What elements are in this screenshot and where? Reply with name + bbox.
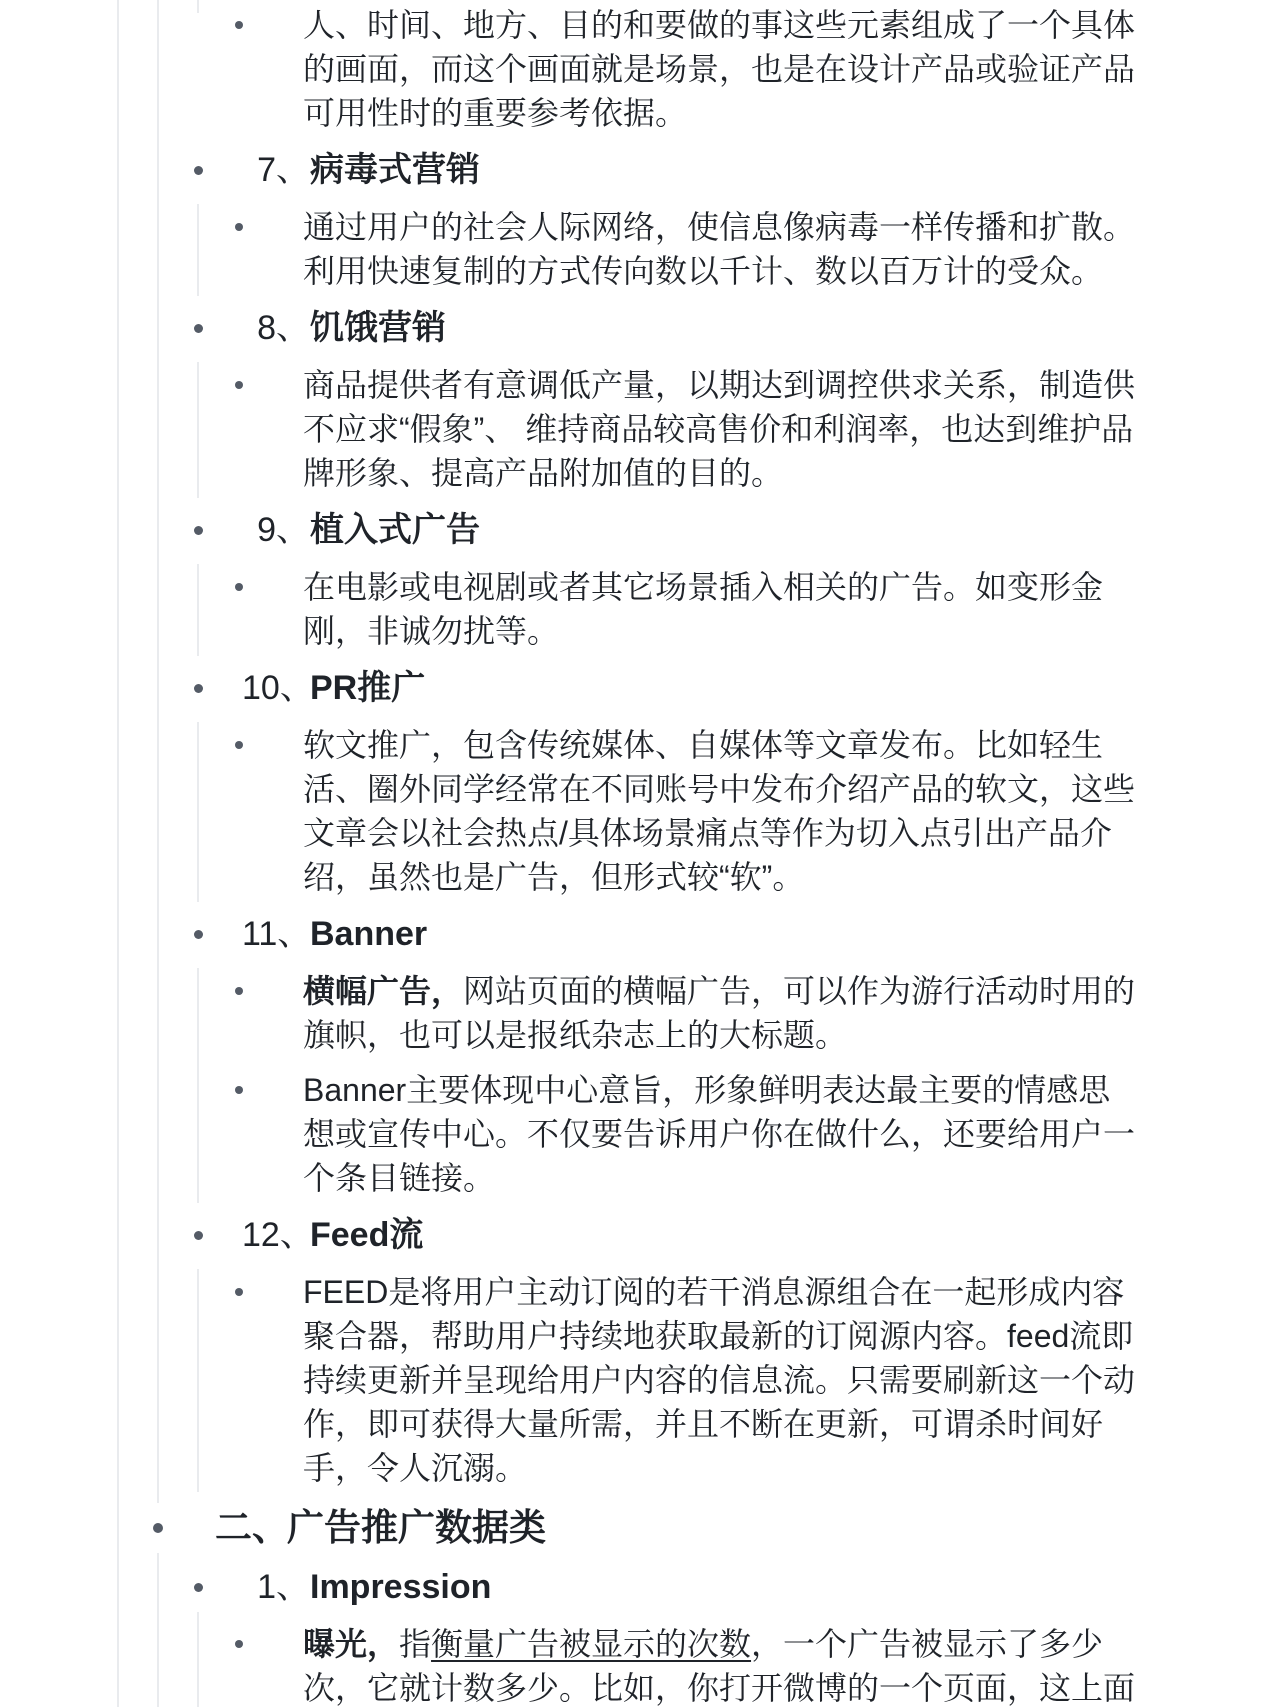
text-run: 在电影或电视剧或者其它场景插入相关的广告。如变形金刚，非诚勿扰等。 xyxy=(303,569,1104,649)
node-text[interactable] xyxy=(303,1626,1135,1706)
text-run: 网站页面的横幅广告，可以作为游行活动时用的旗帜，也可以是报纸杂志上的大标题。 xyxy=(303,973,1136,1053)
list-number: 12、 xyxy=(242,1216,314,1254)
outline-node-heading xyxy=(242,910,1280,958)
outline-node-paragraph xyxy=(303,1622,1137,1707)
list-number: 11、 xyxy=(242,915,312,953)
outline-node-paragraph xyxy=(303,3,1137,135)
node-text[interactable] xyxy=(303,727,1135,895)
indent-guide xyxy=(197,1269,199,1492)
text-run: FEED是将用户主动订阅的若干消息源组合在一起形成内容聚合器，帮助用户持续地获取最新的订阅源内容。feed流即持续更新并呈现给用户内容的信息流。只需要刷新这一个动作，即可获得大量所需，并且不断在更新，可谓杀时间好手，令人沉溺。 xyxy=(303,1274,1136,1486)
indent-guide xyxy=(197,204,199,296)
bullet-icon[interactable] xyxy=(194,166,203,175)
text-run: 曝光， xyxy=(303,1626,400,1662)
bullet-icon[interactable] xyxy=(235,1086,243,1094)
indent-guide xyxy=(197,362,199,498)
outline-node-heading xyxy=(242,664,1280,712)
indent-guide xyxy=(197,564,199,656)
node-text[interactable] xyxy=(303,367,1135,491)
outline-node-paragraph xyxy=(303,565,1137,653)
outline-node-paragraph xyxy=(303,205,1137,293)
outline-node-paragraph xyxy=(303,1068,1137,1200)
bullet-icon[interactable] xyxy=(194,1231,203,1240)
text-run: 商品提供者有意调低产量，以期达到调控供求关系，制造供不应求“假象”、 维持商品较高售价和利润率，也达到维护品牌形象、提高产品附加值的目的。 xyxy=(303,367,1136,491)
text-run: 指 xyxy=(399,1626,432,1662)
node-title[interactable]: 病毒式营销 xyxy=(310,151,480,189)
bullet-icon[interactable] xyxy=(235,1640,243,1648)
outline-node-heading xyxy=(242,304,1280,352)
node-title[interactable]: PR推广 xyxy=(310,669,426,707)
node-title[interactable]: 植入式广告 xyxy=(310,511,480,549)
indent-guide xyxy=(197,968,199,1203)
node-text[interactable] xyxy=(303,1274,1135,1486)
list-number: 1、 xyxy=(257,1568,310,1606)
outline-node-heading xyxy=(242,506,1280,554)
node-title[interactable]: 广告推广数据类 xyxy=(287,1507,546,1548)
text-run: 软文推广，包含传统媒体、自媒体等文章发布。比如轻生活、圈外同学经常在不同账号中发布介绍产品的软文，这些文章会以社会热点/具体场景痛点等作为切入点引出产品介绍，虽然也是广告，但形式较“软”。 xyxy=(303,727,1136,895)
node-text[interactable] xyxy=(303,209,1135,289)
bullet-icon[interactable] xyxy=(235,21,243,29)
indent-guide xyxy=(157,0,159,1503)
bullet-icon[interactable] xyxy=(235,223,243,231)
node-title[interactable]: Impression xyxy=(310,1568,492,1606)
indent-guide xyxy=(157,1553,159,1707)
list-number: 9、 xyxy=(257,511,310,549)
list-number: 7、 xyxy=(257,151,310,189)
bullet-icon[interactable] xyxy=(153,1523,163,1533)
bullet-icon[interactable] xyxy=(235,381,243,389)
indent-guide xyxy=(197,722,199,902)
bullet-icon[interactable] xyxy=(194,930,203,939)
outline-node-heading xyxy=(242,1563,1280,1611)
node-text[interactable] xyxy=(303,1072,1135,1196)
node-text[interactable] xyxy=(303,569,1103,649)
bullet-icon[interactable] xyxy=(194,684,203,693)
text-run: 横幅广告， xyxy=(303,973,464,1009)
bullet-icon[interactable] xyxy=(235,583,243,591)
indent-guide xyxy=(197,0,199,13)
node-text[interactable] xyxy=(303,7,1135,131)
outline-node-heading xyxy=(215,1501,1280,1555)
node-text[interactable] xyxy=(303,973,1135,1053)
text-run: ，一个广告被显示了多少次，它就计数多少。比如，你打开微博的一个页面，这上面 xyxy=(303,1626,1136,1706)
list-number: 二、 xyxy=(215,1507,289,1548)
bullet-icon[interactable] xyxy=(235,1288,243,1296)
text-run: 人、时间、地方、目的和要做的事这些元素组成了一个具体的画面，而这个画面就是场景，也是在设计产品或验证产品可用性时的重要参考依据。 xyxy=(303,7,1136,131)
list-number: 8、 xyxy=(257,309,310,347)
list-number: 10、 xyxy=(242,669,314,707)
bullet-icon[interactable] xyxy=(194,526,203,535)
node-title[interactable]: Feed流 xyxy=(310,1216,424,1254)
text-run: 衡量广告被显示的次数 xyxy=(431,1626,752,1662)
node-title[interactable]: Banner xyxy=(310,915,428,953)
bullet-icon[interactable] xyxy=(194,324,203,333)
bullet-icon[interactable] xyxy=(235,987,243,995)
outline-node-paragraph xyxy=(303,1270,1137,1490)
bullet-icon[interactable] xyxy=(235,741,243,749)
outline-node-heading xyxy=(242,146,1280,194)
outline-node-paragraph xyxy=(303,969,1137,1057)
outline-node-heading xyxy=(242,1211,1280,1259)
text-run: Banner主要体现中心意旨，形象鲜明表达最主要的情感思想或宣传中心。不仅要告诉用户你在做什么，还要给用户一个条目链接。 xyxy=(303,1072,1136,1196)
indent-guide xyxy=(117,0,119,1707)
text-run: 通过用户的社会人际网络，使信息像病毒一样传播和扩散。利用快速复制的方式传向数以千计、数以百万计的受众。 xyxy=(303,209,1136,289)
outline-node-paragraph xyxy=(303,363,1137,495)
indent-guide xyxy=(197,1612,199,1707)
node-title[interactable]: 饥饿营销 xyxy=(310,309,446,347)
bullet-icon[interactable] xyxy=(194,1583,203,1592)
outline-node-paragraph xyxy=(303,723,1137,899)
